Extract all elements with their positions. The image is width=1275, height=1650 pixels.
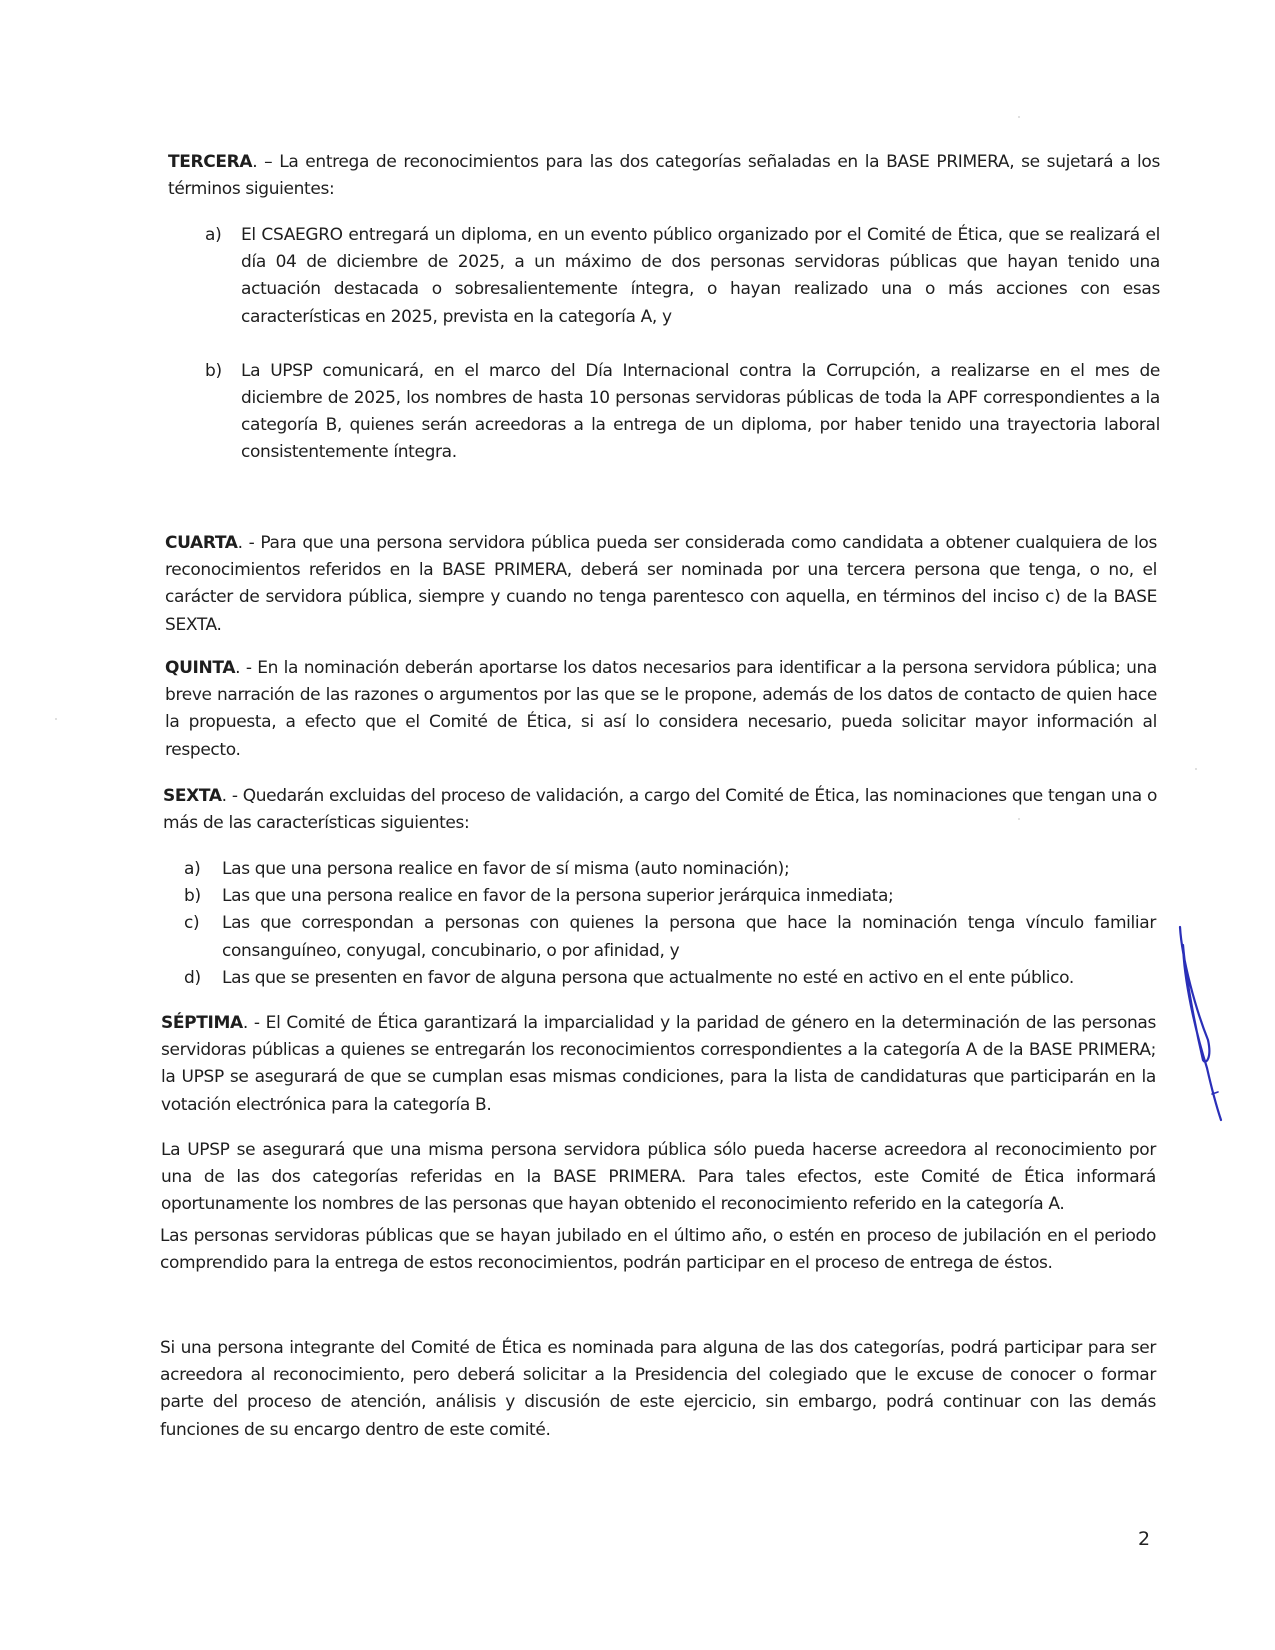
clause-heading: QUINTA: [165, 658, 236, 678]
signature-stroke: [1180, 927, 1221, 1120]
clause-text: . – La entrega de reconocimientos para las dos categorías señaladas en la BASE PRIMERA, se sujetará a los términos siguientes:: [168, 152, 1160, 200]
list-item-text: Las que se presenten en favor de alguna persona que actualmente no esté en activo en el ente público.: [222, 967, 1074, 988]
clause-text: . - Para que una persona servidora pública pueda ser considerada como candidata a obtener cualquiera de los reconocimientos referidos en la BASE PRIMERA, deberá ser nominada por una tercera persona que tenga, o no, el carácter de servidora pública, siempre y cuando no tenga parentesco con aquella, en términos del inciso c) de la BASE SEXTA.: [165, 533, 1157, 635]
list-marker: b): [205, 360, 222, 381]
list-marker: d): [184, 967, 201, 988]
scan-speck: [1018, 116, 1020, 118]
list-marker: c): [184, 913, 200, 934]
clause-text: . - El Comité de Ética garantizará la imparcialidad y la paridad de género en la determinación de las personas servidoras públicas a quienes se entregarán los reconocimientos correspondientes a la categoría A de la BASE PRIMERA; la UPSP se asegurará de que se cumplan esas mismas condiciones, para la lista de candidaturas que participarán en la votación electrónica para la categoría B.: [161, 1013, 1156, 1115]
clause-heading: SÉPTIMA: [161, 1013, 243, 1033]
page-number: 2: [1138, 1528, 1151, 1550]
list-marker: b): [184, 886, 201, 907]
scan-speck: [1018, 818, 1020, 820]
clause-text: . - Quedarán excluidas del proceso de validación, a cargo del Comité de Ética, las nominaciones que tengan una o más de las características siguientes:: [163, 786, 1157, 834]
paragraph-text: La UPSP se asegurará que una misma persona servidora pública sólo pueda hacerse acreedora al reconocimiento por una de las dos categorías referidas en la BASE PRIMERA. Para tales efectos, este Comité de Ética informará oportunamente los nombres de las personas que hayan obtenido el reconocimiento referido en la categoría A.: [161, 1140, 1156, 1215]
list-item-text: Las que correspondan a personas con quienes la persona que hace la nominación tenga vínculo familiar consanguíneo, conyugal, concubinario, o por afinidad, y: [222, 913, 1156, 961]
list-item-text: Las que una persona realice en favor de sí misma (auto nominación);: [222, 859, 790, 879]
list-item-text: Las que una persona realice en favor de la persona superior jerárquica inmediata;: [222, 886, 894, 907]
clause-heading: CUARTA: [165, 533, 238, 553]
clause-heading: SEXTA: [163, 786, 222, 806]
list-item-text: La UPSP comunicará, en el marco del Día Internacional contra la Corrupción, a realizarse en el mes de diciembre de 2025, los nombres de hasta 10 personas servidoras públicas de toda la APF correspondientes a la categoría B, quienes serán acreedoras a la entrega de un diploma, por haber tenido una trayectoria laboral consistentemente íntegra.: [241, 360, 1160, 463]
clause-text: . - En la nominación deberán aportarse los datos necesarios para identificar a la persona servidora pública; una breve narración de las razones o argumentos por las que se le propone, además de los datos de contacto de quien hace la propuesta, a efecto que el Comité de Ética, si así lo considera necesario, pueda solicitar mayor información al respecto.: [165, 658, 1157, 760]
paragraph-text: Las personas servidoras públicas que se hayan jubilado en el último año, o estén en proceso de jubilación en el periodo comprendido para la entrega de estos reconocimientos, podrán participar en el proceso de entrega de éstos.: [160, 1226, 1156, 1274]
scan-speck: [1195, 768, 1197, 770]
list-marker: a): [205, 225, 222, 245]
list-marker: a): [184, 859, 201, 879]
paragraph-text: Si una persona integrante del Comité de Ética es nominada para alguna de las dos categorías, podrá participar para ser acreedora al reconocimiento, pero deberá solicitar a la Presidencia del colegiado que le excuse de conocer o formar parte del proceso de atención, análisis y discusión de este ejercicio, sin embargo, podrá continuar con las demás funciones de su encargo dentro de este comité.: [160, 1338, 1156, 1440]
clause-heading: TERCERA: [168, 152, 253, 172]
scan-speck: [55, 718, 57, 720]
list-item-text: El CSAEGRO entregará un diploma, en un evento público organizado por el Comité de Ética, que se realizará el día 04 de diciembre de 2025, a un máximo de dos personas servidoras públicas que hayan tenido una actuación destacada o sobresalientemente íntegra, o hayan realizado una o más acciones con esas características en 2025, prevista en la categoría A, y: [241, 225, 1160, 327]
